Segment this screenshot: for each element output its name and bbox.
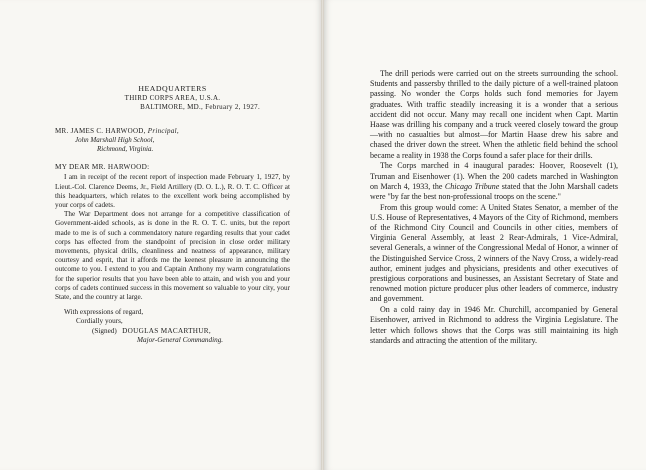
letter-heading: HEADQUARTERS [138,84,207,93]
newspaper-name: Chicago Tribune [444,181,500,191]
addressee-title: Principal, [147,126,179,135]
history-text [370,69,618,346]
signature-line [92,327,290,336]
macarthur-letter [55,84,290,345]
addressee-name: MR. JAMES C. HARWOOD, [55,126,146,135]
letter-paragraph-2: The War Department does not arrange for a competitive classification of Government-aided schools, as is done in the R. O. T. C. units, but the report made to me is of such a commendatory nature regarding results that your cadet corps has effected from the standpoint of precision in close order military movements, physical drills, cleanliness and neatness of appearance, military courtesy and esprit, that it affords me the keenest pleasure in announcing the outcome to you. I extend to you and Captain Anthony my warm congratulations for the superior results that you have been able to attain, and wish you and your corps of cadets continued success in this movement so valuable to your city, your State, and the country at large. [55,210,290,302]
history-paragraph-1: The drill periods were carried out on the streets surrounding the school. Students and passersby thrilled to the daily picture of a well-trained platoon passing. No wonder the Corps holds such fond memories for Jayem graduates. With traffic steadily increasing it is a wonder that a serious accident did not occur. Many may recall one incident when Capt. Martin Haase was drilling his company and a truck veered closely toward the group—with no casualties but almost—for Martin Haase drew his sabre and chased the driver down the street. When the athletic field behind the school became a reality in 1938 the Corps found a safer place for their drills. [370,69,618,160]
signer-name: DOUGLAS MACARTHUR, [122,326,211,335]
right-page [324,0,646,470]
letter-dateline: BALTIMORE, MD., February 2, 1927. [140,103,260,112]
history-paragraph-2 [370,161,618,202]
addressee-line [55,127,290,136]
history-paragraph-3: From this group would come: A United States Senator, a member of the U.S. House of Representatives, 4 Mayors of the City of Richmond, members of the Richmond City Council and Councils in other cities, members of Virginia General Assembly, at least 2 Rear-Admirals, 1 Vice-Admiral, several Generals, a winner of the Congressional Medal of Honor, a winner of the Distinguished Service Cross, 2 winners of the Navy Cross, a widely-read author, eminent judges and physicians, presidents and other executives of prestigious corporations and businesses, an Assistant Secretary of State and renowned motion picture producer plus other leaders of commerce, industry and government. [370,202,618,304]
paragraph-2-end: stated that the John Marshall cadets were "by far the best non-professional troops on the scene." [370,181,618,201]
letter-paragraph-1: I am in receipt of the recent report of inspection made February 1, 1927, by Lieut.-Col. Clarence Deems, Jr., Field Artillery (D. O. L.), R. O. T. C. Officer at this headquarters, which relates to the excellent work being accomplished by your corps of cadets. [55,173,290,210]
salutation: MY DEAR MR. HARWOOD: [55,163,150,172]
closing-regards: With expressions of regard, [64,308,144,317]
left-page [0,0,322,470]
addressee-school: John Marshall High School, [75,135,155,144]
paragraph-2-start: The Corps marched in 4 inaugural parades: Hoover, Roosevelt (1), Truman and Eisenhower (1). When the 200 cadets marched in Washington on March 4, 1933, the [370,161,618,191]
signed-label: (Signed) [92,326,117,335]
signer-title: Major-General Commanding. [137,335,224,344]
letter-corps-area: THIRD CORPS AREA, U.S.A. [124,94,221,103]
closing-cordially: Cordially yours, [76,317,123,326]
addressee-city: Richmond, Virginia. [97,145,154,154]
history-paragraph-4: On a cold rainy day in 1946 Mr. Churchill, accompanied by General Eisenhower, arrived in Richmond to address the Virginia Legislature. The letter which follows shows that the Corps was still maintaining its high standards and attracting the attention of the military. [370,305,618,345]
